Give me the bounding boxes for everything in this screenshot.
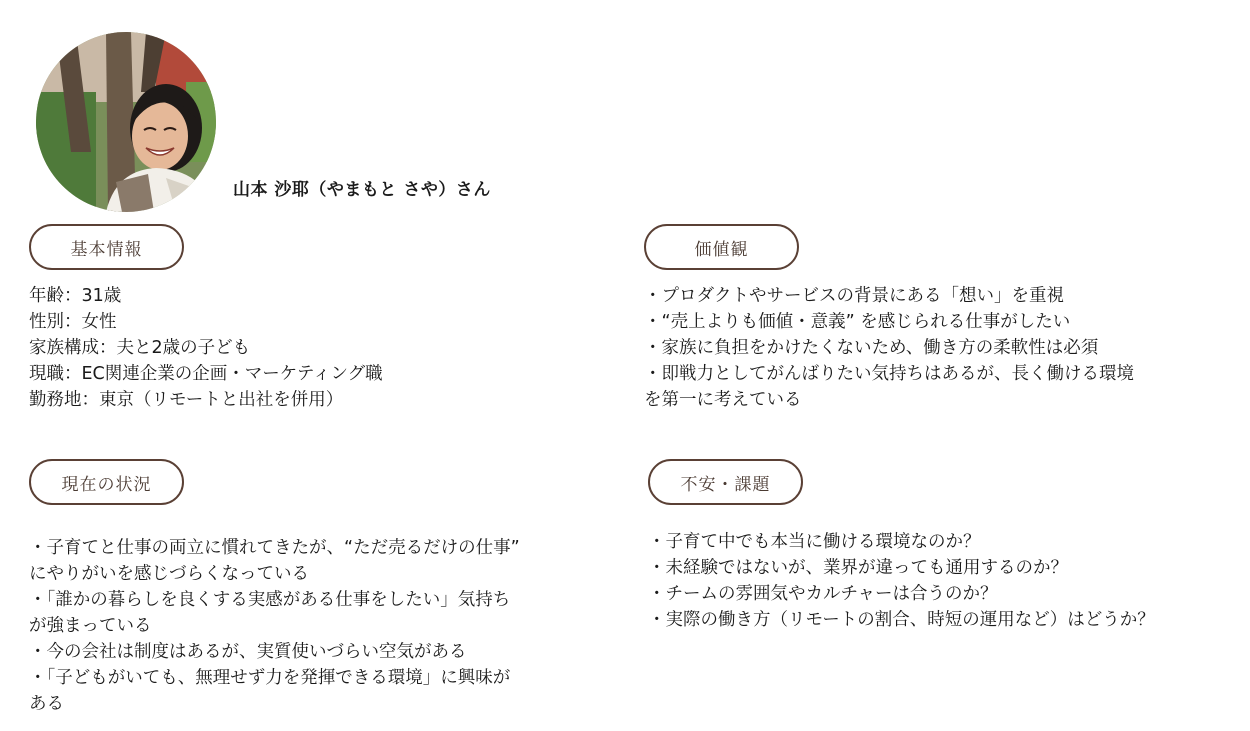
basic-info-item: 性別：女性	[29, 312, 117, 332]
avatar	[36, 32, 216, 212]
situation-list	[29, 535, 520, 717]
situation-item: ・「誰かの暮らしを良くする実感がある仕事をしたい」気持ち	[29, 590, 511, 610]
values-item: ・“売上よりも価値・意義” を感じられる仕事がしたい	[644, 312, 1071, 332]
values-item: を第一に考えている	[644, 390, 802, 410]
basic-info-item: 現職：EC関連企業の企画・マーケティング職	[29, 364, 383, 384]
basic-info-heading: 基本情報	[29, 224, 184, 270]
values-item: ・即戦力としてがんばりたい気持ちはあるが、長く働ける環境	[644, 364, 1134, 384]
situation-item: ・子育てと仕事の両立に慣れてきたが、“ただ売るだけの仕事”	[29, 538, 520, 558]
values-heading: 価値観	[644, 224, 799, 270]
concerns-item: ・チームの雰囲気やカルチャーは合うのか？	[648, 584, 998, 604]
avatar-photo	[36, 32, 216, 212]
situation-item: ・「子どもがいても、無理せず力を発揮できる環境」に興味が	[29, 668, 511, 688]
person-name: 山本 沙耶（やまもと さや）さん	[233, 180, 491, 200]
situation-heading: 現在の状況	[29, 459, 184, 505]
concerns-item: ・子育て中でも本当に働ける環境なのか？	[648, 532, 981, 552]
concerns-heading: 不安・課題	[648, 459, 803, 505]
situation-item: が強まっている	[29, 616, 152, 636]
concerns-item: ・未経験ではないが、業界が違っても通用するのか？	[648, 558, 1068, 578]
situation-item: にやりがいを感じづらくなっている	[29, 564, 309, 584]
values-item: ・家族に負担をかけたくないため、働き方の柔軟性は必須	[644, 338, 1099, 358]
basic-info-item: 勤務地：東京（リモートと出社を併用）	[29, 390, 344, 410]
values-list	[644, 283, 1134, 413]
situation-item: ・今の会社は制度はあるが、実質使いづらい空気がある	[29, 642, 467, 662]
basic-info-item: 家族構成：夫と2歳の子ども	[29, 338, 251, 358]
basic-info-item: 年齢：31歳	[29, 286, 122, 306]
situation-item: ある	[29, 694, 64, 714]
concerns-item: ・実際の働き方（リモートの割合、時短の運用など）はどうか？	[648, 610, 1155, 630]
concerns-list	[648, 529, 1155, 633]
basic-info-list	[29, 283, 383, 413]
values-item: ・プロダクトやサービスの背景にある「想い」を重視	[644, 286, 1064, 306]
